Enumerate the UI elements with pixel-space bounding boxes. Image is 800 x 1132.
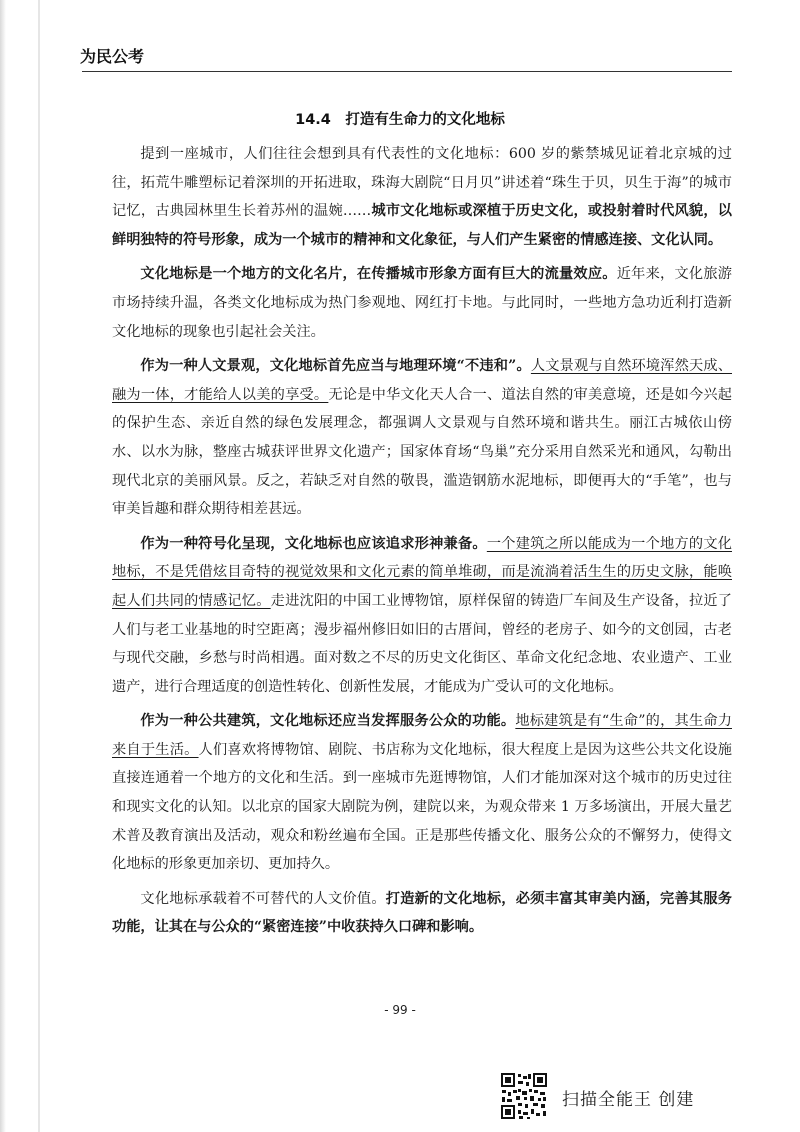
section-title: 14.4 打造有生命力的文化地标 bbox=[295, 112, 505, 128]
qr-code-icon bbox=[500, 1072, 548, 1120]
paragraph-3 bbox=[112, 352, 732, 524]
p4-bold: 作为一种符号化呈现，文化地标也应该追求形神兼备。 bbox=[140, 535, 487, 552]
scan-shadow bbox=[0, 0, 6, 1132]
p6-bold: 打造新的文化地标，必须丰富其审美内涵，完善其服务功能，让其在与公众的“紧密连接”中收获持久口碑和影响。 bbox=[112, 890, 732, 936]
p1-text: 提到一座城市，人们往往会想到具有代表性的文化地标：600 岁的紫禁城见证着北京城的过往，拓荒牛雕塑标记着深圳的开拓进取，珠海大剧院“日月贝”讲述着“珠生于贝，贝生于海”的城市记忆，古典园林里生长着苏州的温婉…… bbox=[112, 146, 732, 220]
scanner-watermark-label: 扫描全能王 创建 bbox=[562, 1090, 695, 1110]
p2-bold: 文化地标是一个地方的文化名片，在传播城市形象方面有巨大的流量效应。 bbox=[140, 266, 617, 283]
paragraph-6 bbox=[112, 885, 732, 942]
p4-text: 走进沈阳的中国工业博物馆，原样保留的铸造厂车间及生产设备，拉近了人们与老工业基地的时空距离；漫步福州修旧如旧的古厝间，曾经的老房子、如今的文创园，古老与现代交融，乡愁与时尚相遇。面对数之不尽的历史文化街区、革命文化纪念地、农业遗产、工业遗产，进行合理适度的创造性转化、创新性发展，才能成为广受认可的文化地标。 bbox=[112, 592, 732, 695]
p3-bold: 作为一种人文景观，文化地标首先应当与地理环境“不违和”。 bbox=[140, 358, 531, 375]
p3-underline: 人文景观与自然环境浑然天成、融为一体，才能给人以美的享受。 bbox=[112, 358, 732, 403]
paragraph-1 bbox=[112, 140, 732, 254]
p4-underline: 一个建筑之所以能成为一个地方的文化地标，不是凭借炫目奇特的视觉效果和文化元素的简单堆砌，而是流淌着活生生的历史文脉，能唤起人们共同的情感记忆。 bbox=[112, 535, 732, 609]
p6-text: 文化地标承载着不可替代的人文价值。 bbox=[140, 890, 386, 907]
p5-bold: 作为一种公共建筑，文化地标还应当发挥服务公众的功能。 bbox=[140, 713, 516, 730]
p1-bold: 城市文化地标或深植于历史文化，或投射着时代风貌，以鲜明独特的符号形象，成为一个城市的精神和文化象征，与人们产生紧密的情感连接、文化认同。 bbox=[112, 203, 732, 248]
page-header-title: 为民公考 bbox=[80, 47, 145, 66]
p5-text: 人们喜欢将博物馆、剧院、书店称为文化地标，很大程度上是因为这些公共文化设施直接连通着一个地方的文化和生活。到一座城市先逛博物馆，人们才能加深对这个城市的历史过往和现实文化的认知。以北京的国家大剧院为例，建院以来，为观众带来 1 万多场演出，开展大量艺术普及教育演出及活动，观众和粉丝遍布全国。正是那些传播文化、服务公众的不懈努力，使得文化地标的形象更加亲切、更加持久。 bbox=[112, 741, 732, 873]
scan-page-edge bbox=[38, 0, 40, 1132]
paragraph-5 bbox=[112, 707, 732, 879]
page-number: - 99 - bbox=[384, 1003, 416, 1017]
paragraph-2 bbox=[112, 260, 732, 346]
paragraph-4 bbox=[112, 530, 732, 702]
header-rule bbox=[82, 71, 732, 72]
p5-underline: 地标建筑是有“生命”的，其生命力来自于生活。 bbox=[112, 713, 732, 758]
article-body bbox=[112, 140, 732, 948]
p2-text: 近年来，文化旅游市场持续升温，各类文化地标成为热门参观地、网红打卡地。与此同时，一些地方急功近利打造新文化地标的现象也引起社会关注。 bbox=[112, 266, 732, 340]
p3-text: 无论是中华文化天人合一、道法自然的审美意境，还是如今兴起的保护生态、亲近自然的绿色发展理念，都强调人文景观与自然环境和谐共生。丽江古城依山傍水、以水为脉，整座古城获评世界文化遗产；国家体育场“鸟巢”充分采用自然采光和通风，勾勒出现代北京的美丽风景。反之，若缺乏对自然的敬畏，滥造钢筋水泥地标，即便再大的“手笔”，也与审美旨趣和群众期待相差甚远。 bbox=[112, 386, 732, 518]
